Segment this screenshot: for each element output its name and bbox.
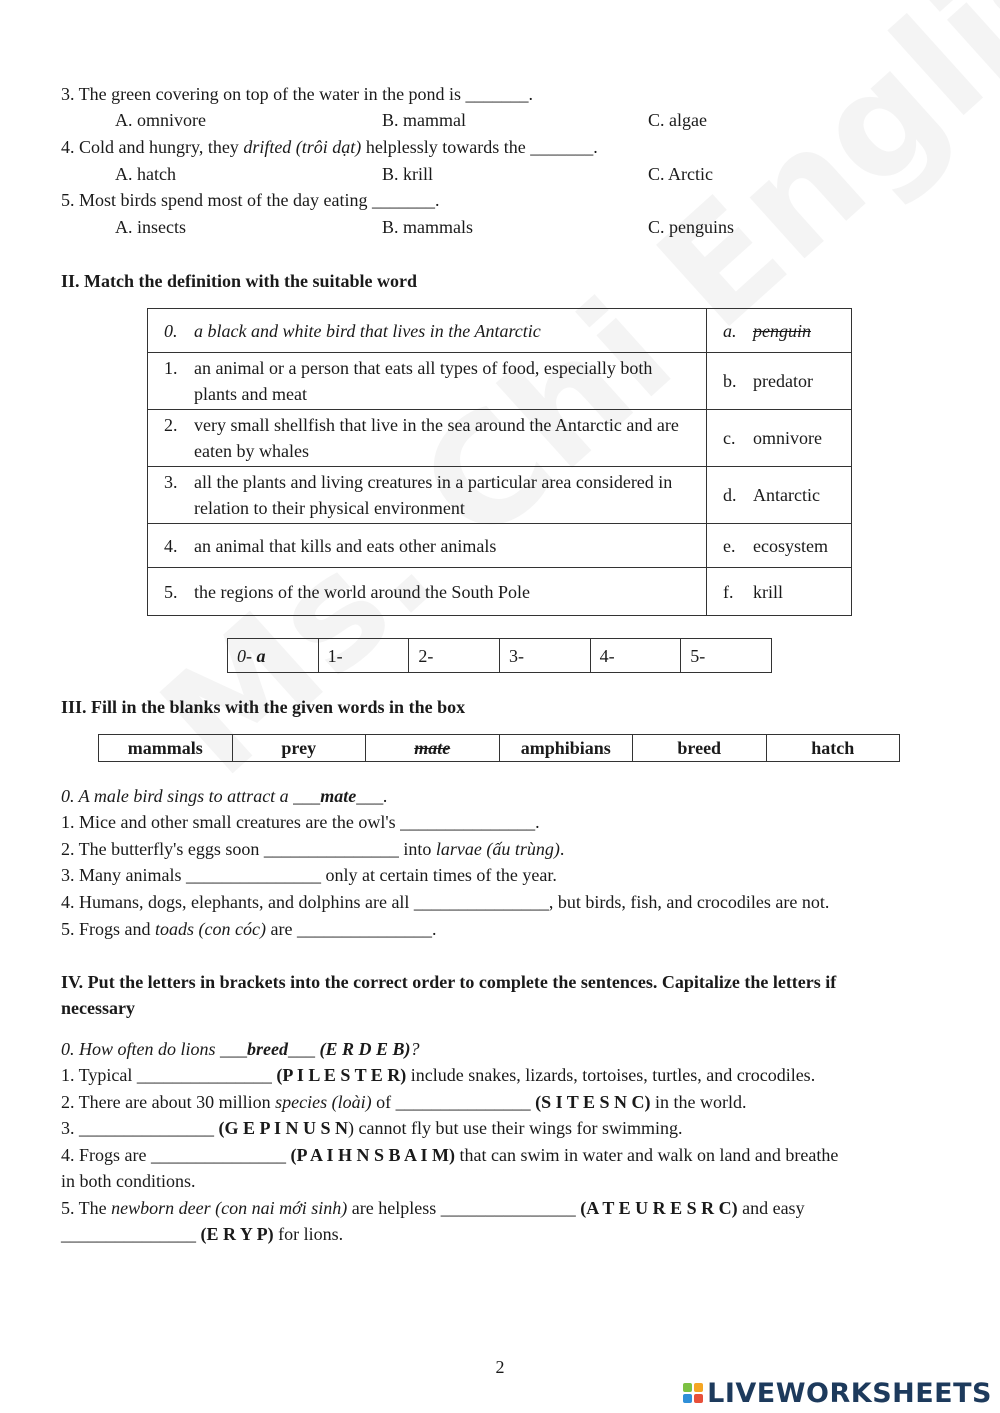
answer-cell-1[interactable]: 1- bbox=[318, 639, 409, 673]
part4-question-3: 3. _______________ (G E P I N U S N) cannot fly but use their wings for swimming. bbox=[61, 1118, 683, 1138]
part3-heading: III. Fill in the blanks with the given words in the box bbox=[61, 697, 466, 717]
part4-question-4: 4. Frogs are _______________ (P A I H N S B A I M) that can swim in water and walk on land and breathe bbox=[61, 1145, 839, 1165]
q5-option-a: A. insects bbox=[115, 217, 186, 237]
answer-cell-5[interactable]: 5- bbox=[681, 639, 772, 673]
match-row: 5. the regions of the world around the South Pole f. krill bbox=[148, 568, 852, 616]
liveworksheets-brand: LIVEWORKSHEETS bbox=[707, 1377, 992, 1409]
answer-cell-4[interactable]: 4- bbox=[590, 639, 681, 673]
part4-question-1: 1. Typical _______________ (P I L E S T E R) include snakes, lizards, tortoises, turtles, and crocodiles. bbox=[61, 1065, 816, 1085]
question-5-stem: 5. Most birds spend most of the day eating _______. bbox=[61, 190, 440, 210]
part3-question-4: 4. Humans, dogs, elephants, and dolphins are all _______________, but birds, fish, and crocodiles are not. bbox=[61, 892, 830, 912]
word-box-item: prey bbox=[232, 735, 366, 762]
match-row: 2. very small shellfish that live in the sea around the Antarctic and are eaten by whales c. omnivore bbox=[148, 410, 852, 467]
word-box-item: breed bbox=[633, 735, 767, 762]
answer-cell-0: 0- a bbox=[228, 639, 319, 673]
part4-question-5-cont: _______________ (E R Y P) for lions. bbox=[61, 1224, 344, 1244]
word-box-item: amphibians bbox=[499, 735, 633, 762]
word-box-item: mammals bbox=[99, 735, 233, 762]
part3-question-1: 1. Mice and other small creatures are the owl's _______________. bbox=[61, 812, 540, 832]
word-box bbox=[98, 734, 900, 762]
part3-example: 0. A male bird sings to attract a ___mate___. bbox=[61, 786, 388, 806]
question-4-stem: 4. Cold and hungry, they drifted (trôi dạt) helplessly towards the _______. bbox=[61, 137, 598, 157]
page-number: 2 bbox=[495, 1357, 505, 1377]
answer-cell-2[interactable]: 2- bbox=[409, 639, 500, 673]
question-3-stem: 3. The green covering on top of the water in the pond is _______. bbox=[61, 84, 534, 104]
part4-question-2: 2. There are about 30 million species (loài) of _______________ (S I T E S N C) in the world. bbox=[61, 1092, 747, 1112]
match-row: 4. an animal that kills and eats other animals e. ecosystem bbox=[148, 524, 852, 568]
part4-question-4-cont: in both conditions. bbox=[61, 1171, 196, 1191]
word-box-item: hatch bbox=[766, 735, 900, 762]
q3-option-c: C. algae bbox=[648, 110, 707, 130]
part3-question-3: 3. Many animals _______________ only at certain times of the year. bbox=[61, 865, 557, 885]
part4-heading: IV. Put the letters in brackets into the correct order to complete the sentences. Capitalize the letters if bbox=[61, 972, 837, 992]
answer-table bbox=[227, 638, 772, 673]
q3-option-a: A. omnivore bbox=[115, 110, 206, 130]
match-row: 3. all the plants and living creatures in a particular area considered in relation to their physical environment d. Antarctic bbox=[148, 467, 852, 524]
part2-heading: II. Match the definition with the suitable word bbox=[61, 271, 418, 291]
q4-option-c: C. Arctic bbox=[648, 164, 713, 184]
liveworksheets-logo bbox=[683, 1378, 992, 1408]
word-box-item-used: mate bbox=[366, 735, 500, 762]
part4-question-5: 5. The newborn deer (con nai mới sinh) are helpless _______________ (A T E U R E S R C) and easy bbox=[61, 1198, 805, 1218]
q5-option-b: B. mammals bbox=[382, 217, 473, 237]
q4-option-a: A. hatch bbox=[115, 164, 176, 184]
part4-example: 0. How often do lions ___breed___ (E R D E B)? bbox=[61, 1039, 420, 1059]
q3-option-b: B. mammal bbox=[382, 110, 466, 130]
match-row: 1. an animal or a person that eats all types of food, especially both plants and meat b. predator bbox=[148, 353, 852, 410]
matching-table bbox=[147, 308, 852, 616]
part3-question-5: 5. Frogs and toads (con cóc) are _______________. bbox=[61, 919, 437, 939]
match-row-example: 0. a black and white bird that lives in the Antarctic a. penguin bbox=[148, 309, 852, 353]
part4-heading-cont: necessary bbox=[61, 998, 135, 1018]
part3-question-2: 2. The butterfly's eggs soon _______________ into larvae (ấu trùng). bbox=[61, 839, 565, 859]
q5-option-c: C. penguins bbox=[648, 217, 735, 237]
liveworksheets-logo-icon bbox=[683, 1383, 703, 1403]
q4-option-b: B. krill bbox=[382, 164, 434, 184]
answer-cell-3[interactable]: 3- bbox=[499, 639, 590, 673]
